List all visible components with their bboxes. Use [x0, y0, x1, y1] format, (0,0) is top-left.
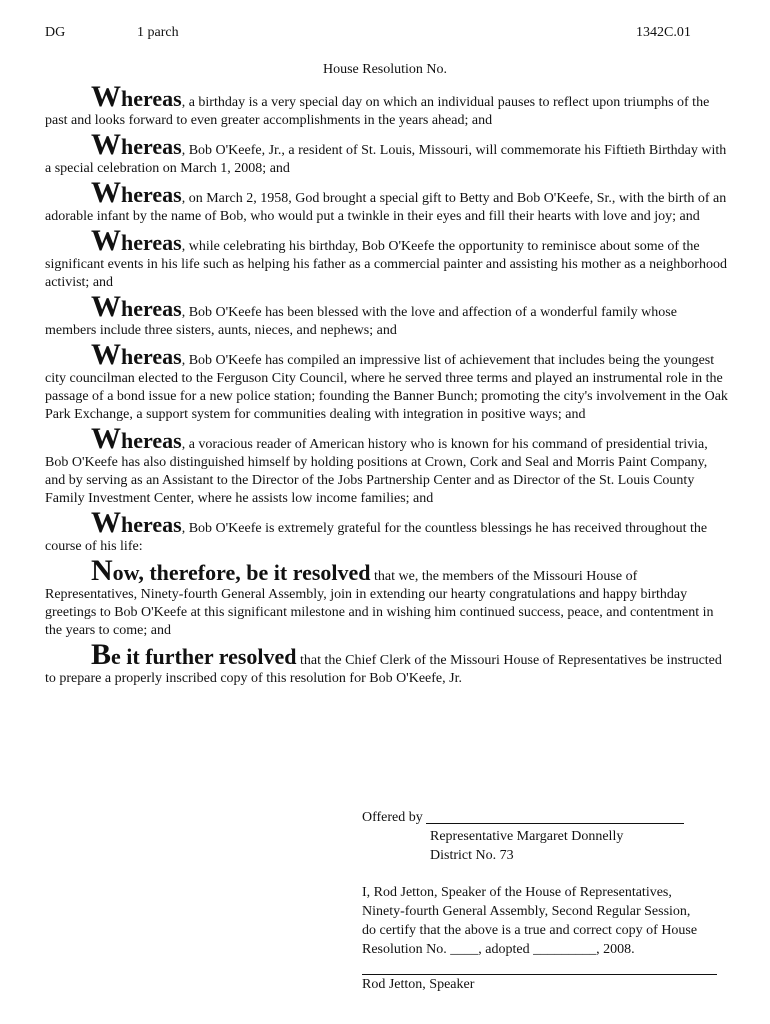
header-parch: 1 parch [137, 25, 179, 40]
resolved-paragraph: Now, therefore, be it resolved that we, the members of the Missouri House of Representatives, Ninety-fourth General Assembly, join in extending our hearty congratulations and happy birthday greetings to Bob O'Keefe at this significant milestone and in wishing him continued success, peace, and contentment in the years to come; and [45, 554, 714, 638]
header-left-code: DG [45, 25, 66, 40]
whereas-paragraph: Whereas, while celebrating his birthday, Bob O'Keefe the opportunity to reminisce about some of the significant events in his life such as helping his father as a commercial painter and assisting his mother as a neighborhood activist; and [45, 224, 727, 290]
resolution-body [45, 80, 729, 688]
whereas-paragraph: Whereas, a voracious reader of American history who is known for his command of presidential trivia, Bob O'Keefe has also distinguished himself by holding positions at Crown, Cork and Seal and Morris Paint Company, and by serving as an Assistant to the Director of the Jobs Partnership Center and as Director of the St. Louis County Family Investment Center, where he assists low income families; and [45, 422, 708, 506]
whereas-paragraph: Whereas, Bob O'Keefe, Jr., a resident of St. Louis, Missouri, will commemorate his Fiftieth Birthday with a special celebration on March 1, 2008; and [45, 128, 727, 176]
offered-by-row [362, 808, 727, 827]
offered-by-signature-line [426, 823, 684, 824]
document-title: House Resolution No. [322, 62, 448, 77]
whereas-paragraph: Whereas, a birthday is a very special day on which an individual pauses to reflect upon triumphs of the past and looks forward to even greater accomplishments in the years ahead; and [45, 80, 710, 128]
whereas-paragraph: Whereas, Bob O'Keefe has compiled an impressive list of achievement that includes being the youngest city councilman elected to the Ferguson City Council, where he served three terms and played an instrumental role in the passage of a bond issue for a new police station; founding the Banner Bunch; promoting the city's involvement in the Oak Park Exchange, a support system for communities dealing with integration in positive ways; and [45, 338, 728, 422]
representative-name: Representative Margaret Donnelly [430, 829, 624, 844]
signature-block [362, 808, 727, 994]
cert-line: Resolution No. ____, adopted _________, 2008. [362, 942, 635, 957]
district-number: District No. 73 [430, 848, 514, 863]
header-bill-number: 1342C.01 [636, 25, 691, 40]
whereas-paragraph: Whereas, on March 2, 1958, God brought a special gift to Betty and Bob O'Keefe, Sr., with the birth of an adorable infant by the name of Bob, who would put a twinkle in their eyes and fill their hearts with love and joy; and [45, 176, 727, 224]
speaker-signature-line [362, 959, 717, 975]
cert-line: Ninety-fourth General Assembly, Second Regular Session, [362, 904, 691, 919]
cert-line: I, Rod Jetton, Speaker of the House of Representatives, [362, 885, 672, 900]
offered-by-label: Offered by [362, 810, 423, 825]
whereas-paragraph: Whereas, Bob O'Keefe is extremely grateful for the countless blessings he has received throughout the course of his life: [45, 506, 708, 554]
whereas-paragraph: Whereas, Bob O'Keefe has been blessed with the love and affection of a wonderful family whose members include three sisters, aunts, nieces, and nephews; and [45, 290, 677, 338]
certification [362, 883, 727, 959]
further-resolved-paragraph: Be it further resolved that the Chief Clerk of the Missouri House of Representatives be instructed to prepare a properly inscribed copy of this resolution for Bob O'Keefe, Jr. [45, 638, 722, 686]
speaker-name: Rod Jetton, Speaker [362, 977, 475, 992]
cert-line: do certify that the above is a true and correct copy of House [362, 923, 698, 938]
